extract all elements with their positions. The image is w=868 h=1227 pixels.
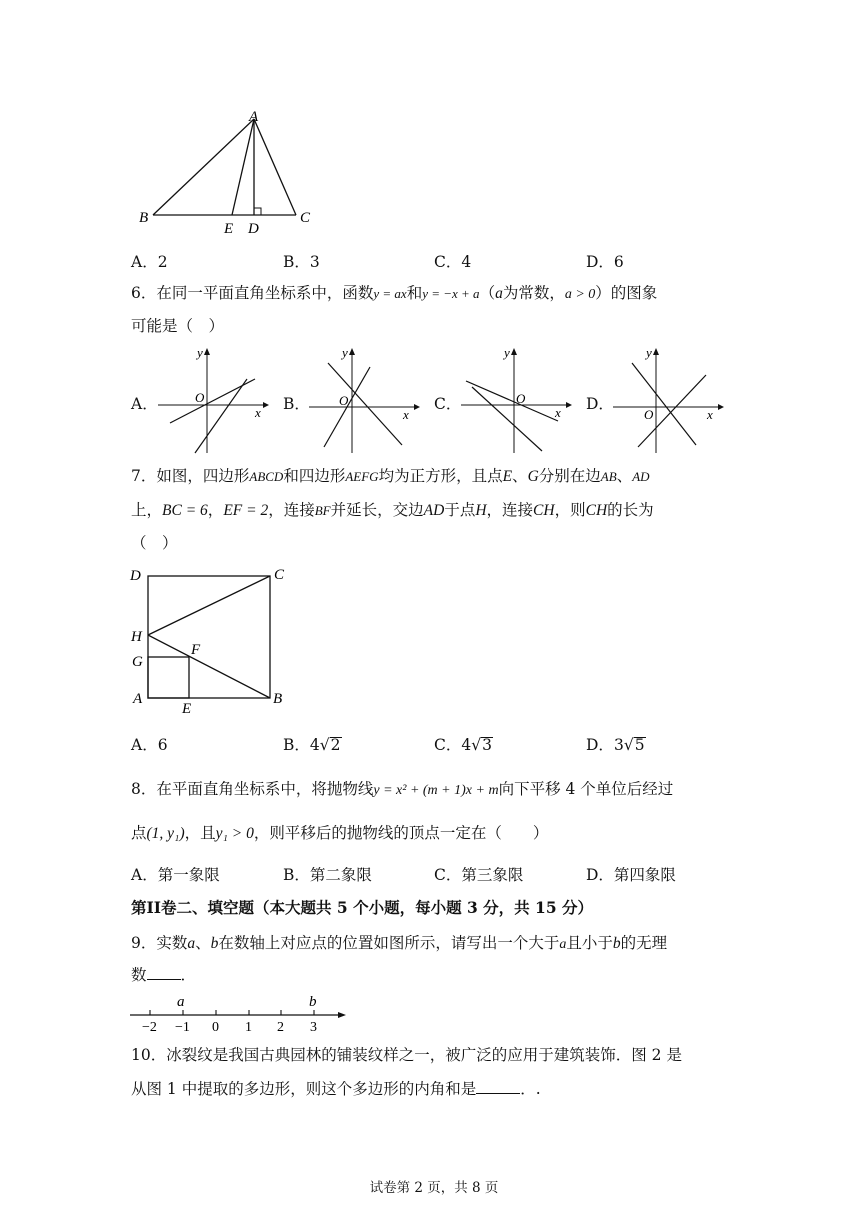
q6-cond-open: （ xyxy=(479,284,496,302)
right-angle-mark xyxy=(254,208,261,215)
label-d: D xyxy=(130,568,141,584)
q7-e: E xyxy=(502,468,513,485)
q7-l1c: 均为正方形，且点 xyxy=(378,467,503,485)
q7-opt-d-coef: 3 xyxy=(613,736,624,754)
q6d-axis-y: y xyxy=(646,345,652,360)
square-abcd xyxy=(148,576,270,698)
q7-l1d: 分别在边 xyxy=(538,467,601,485)
q7-l2d: 于点 xyxy=(444,501,476,519)
q9-stem-line1 xyxy=(131,933,667,955)
q7-l1a: 7．如图，四边形 xyxy=(131,467,250,485)
q5-option-c[interactable]: C．4 xyxy=(434,253,472,271)
q7-comma2: 、 xyxy=(616,467,633,485)
tick-neg1: −1 xyxy=(175,1020,190,1035)
tick-neg2: −2 xyxy=(142,1020,157,1035)
q10-stem-line1: 10．冰裂纹是我国古典园林的铺装纹样之一，被广泛的应用于建筑装饰．图 2 是 xyxy=(131,1046,682,1064)
q6b-origin: O xyxy=(339,393,349,408)
q6b-axis-x: x xyxy=(403,407,409,422)
q9-l2-end: ． xyxy=(180,966,197,984)
q7-ch: CH xyxy=(533,502,555,519)
q7-opt-c-coef: 4 xyxy=(461,736,472,754)
q8-l2a: 点 xyxy=(131,824,147,842)
q5-option-a[interactable]: A．2 xyxy=(131,253,168,271)
q6-cond-close: ）的图象 xyxy=(595,284,658,302)
q9-l1c: 且小于 xyxy=(566,934,613,952)
point-b-label: b xyxy=(309,994,317,1010)
q9-stem-line2 xyxy=(131,965,196,985)
q7-ab: AB xyxy=(600,469,617,484)
q6-stem-line2: 可能是（ ） xyxy=(131,317,225,335)
q8-l1b: 向下平移 4 个单位后经过 xyxy=(498,780,674,798)
q7-opt-c-rad: 3 xyxy=(482,736,493,754)
q10-stem-line2 xyxy=(131,1079,541,1099)
q7-ad2: AD xyxy=(423,502,445,519)
q6-f1: y = ax xyxy=(373,286,407,301)
q6d-origin: O xyxy=(644,407,654,422)
q7-g: G xyxy=(527,468,539,485)
q7-option-a[interactable]: A．6 xyxy=(131,736,168,754)
q6-graph-b[interactable] xyxy=(306,345,421,457)
q6-and: 和 xyxy=(406,284,423,302)
segment-bh xyxy=(148,635,270,698)
label-h: H xyxy=(131,629,142,645)
q6a-axis-x: x xyxy=(255,405,261,420)
q6-f2: y = −x + a xyxy=(422,286,480,301)
q7-stem-line3: （ ） xyxy=(131,534,178,552)
q8-option-a[interactable]: A．第一象限 xyxy=(131,866,220,884)
q6b-axis-y: y xyxy=(342,345,348,360)
tick-0: 0 xyxy=(212,1020,219,1035)
q8-stem-line2 xyxy=(131,823,548,844)
q7-opt-c-label: C． xyxy=(434,736,462,754)
square-aefg xyxy=(148,657,189,698)
q6c-axis-y: y xyxy=(504,345,510,360)
q6-prefix: 6．在同一平面直角坐标系中，函数 xyxy=(131,284,374,302)
q7-comma1: 、 xyxy=(512,467,528,485)
label-c: C xyxy=(274,567,285,583)
q8-l2c: ，则平移后的抛物线的顶点一定在（ ） xyxy=(253,824,549,842)
q9-sep: 、 xyxy=(195,934,211,952)
q9-b2: b xyxy=(612,935,621,952)
q7-option-c[interactable] xyxy=(434,733,493,755)
arrow-icon xyxy=(338,1012,346,1018)
q7-l2e: ，连接 xyxy=(486,501,534,519)
q10-l2-end: ．. xyxy=(520,1080,541,1098)
q7-ad: AD xyxy=(632,469,650,484)
segment-ae xyxy=(232,119,254,215)
point-a-label: a xyxy=(177,994,185,1010)
q7-bf: BF xyxy=(314,503,331,518)
q7-l1b: 和四边形 xyxy=(283,467,346,485)
q7-l2a: 上， xyxy=(131,501,163,519)
q7-option-d[interactable] xyxy=(586,733,646,755)
q7-l2c: 并延长，交边 xyxy=(330,501,424,519)
label-c: C xyxy=(300,210,311,226)
q7-aefg: AEFG xyxy=(345,469,379,484)
q7-bc: BC = 6 xyxy=(162,502,208,519)
section-title: 第II卷二、填空题（本大题共 5 个小题，每小题 3 分，共 15 分） xyxy=(131,898,594,917)
q8-option-b[interactable]: B．第二象限 xyxy=(283,866,372,884)
q7-ch2: CH xyxy=(585,502,608,519)
q7-opt-d-rad: 5 xyxy=(634,736,645,754)
q9-answer-blank[interactable] xyxy=(147,965,181,980)
q7-abcd: ABCD xyxy=(249,469,284,484)
q7-h: H xyxy=(475,502,487,519)
q5-option-b[interactable]: B．3 xyxy=(283,253,320,271)
q8-ineq: y₁ > 0 xyxy=(215,825,254,842)
q7-opt-d-label: D． xyxy=(586,736,614,754)
sqrt-icon: √ xyxy=(623,736,634,754)
q6-cond-mid: 为常数， xyxy=(502,284,565,302)
q6d-axis-x: x xyxy=(707,407,713,422)
q9-l1b: 在数轴上对应点的位置如图所示，请写出一个大于 xyxy=(218,934,560,952)
q7-opt-b-coef: 4 xyxy=(309,736,320,754)
q6-option-a-label[interactable]: A． xyxy=(131,395,158,413)
q9-b: b xyxy=(210,935,219,952)
q7-option-b[interactable] xyxy=(283,733,342,755)
q6-option-b-label[interactable]: B． xyxy=(283,395,310,413)
q8-formula: y = x² + (m + 1)x + m xyxy=(373,783,499,798)
q5-option-d[interactable]: D．6 xyxy=(586,253,624,271)
sqrt-icon: √ xyxy=(471,736,482,754)
q9-l1d: 的无理 xyxy=(620,934,668,952)
q9-l2: 数 xyxy=(131,966,147,984)
q9-number-line xyxy=(128,990,353,1038)
q7-opt-b-label: B． xyxy=(283,736,310,754)
q6-cond-ineq: a > 0 xyxy=(564,287,596,302)
q5-triangle-figure xyxy=(130,105,330,240)
q7-l2f: ，则 xyxy=(554,501,586,519)
q6-stem-line1 xyxy=(131,283,657,305)
q6a-axis-y: y xyxy=(197,345,203,360)
q10-answer-blank[interactable] xyxy=(476,1079,520,1094)
label-b: B xyxy=(139,210,149,226)
sqrt-icon: √ xyxy=(319,736,330,754)
label-a: A xyxy=(133,691,143,707)
q7-stem-line1 xyxy=(131,466,650,487)
side-ab xyxy=(153,119,254,215)
q6c-axis-x: x xyxy=(555,405,561,420)
q8-stem-line1 xyxy=(131,779,673,801)
label-b: B xyxy=(273,691,283,707)
q9-a2: a xyxy=(559,937,567,952)
tick-3: 3 xyxy=(310,1020,317,1035)
segment-ch xyxy=(148,576,270,635)
q6-graph-a[interactable] xyxy=(155,345,270,457)
label-e: E xyxy=(224,221,234,237)
q7-ef: EF = 2 xyxy=(223,502,269,519)
label-g: G xyxy=(132,654,143,670)
q7-l2b: ，连接 xyxy=(268,501,315,519)
q7-stem-line2 xyxy=(131,500,654,521)
q6-cond-a: a xyxy=(495,285,503,302)
q6c-origin: O xyxy=(516,391,526,406)
q8-point: (1, y₁) xyxy=(146,825,185,842)
q8-option-c[interactable]: C．第三象限 xyxy=(434,866,524,884)
label-f: F xyxy=(191,642,201,658)
q7-opt-b-rad: 2 xyxy=(330,736,341,754)
label-e: E xyxy=(182,701,192,717)
q6-graph-c[interactable] xyxy=(458,345,573,457)
q7-comma3: ， xyxy=(207,501,224,519)
q8-l1a: 8．在平面直角坐标系中，将抛物线 xyxy=(131,780,374,798)
page-footer: 试卷第 2 页，共 8 页 xyxy=(369,1180,499,1196)
tick-2: 2 xyxy=(277,1020,284,1035)
q6-graph-d[interactable] xyxy=(610,345,725,457)
q8-option-d[interactable]: D．第四象限 xyxy=(586,866,676,884)
q10-l2: 从图 1 中提取的多边形，则这个多边形的内角和是 xyxy=(131,1080,477,1098)
q8-l2b: ，且 xyxy=(184,824,216,842)
label-a: A xyxy=(249,109,259,125)
label-d: D xyxy=(248,221,259,237)
tick-1: 1 xyxy=(245,1020,252,1035)
q6-option-c-label[interactable]: C． xyxy=(434,395,462,413)
q6a-origin: O xyxy=(195,390,205,405)
q9-a: a xyxy=(187,935,196,952)
q7-l2g: 的长为 xyxy=(607,501,654,519)
q6-option-d-label[interactable]: D． xyxy=(586,395,614,413)
side-ac xyxy=(254,119,296,215)
q7-squares-figure xyxy=(128,560,298,720)
q9-l1a: 9．实数 xyxy=(131,934,188,952)
